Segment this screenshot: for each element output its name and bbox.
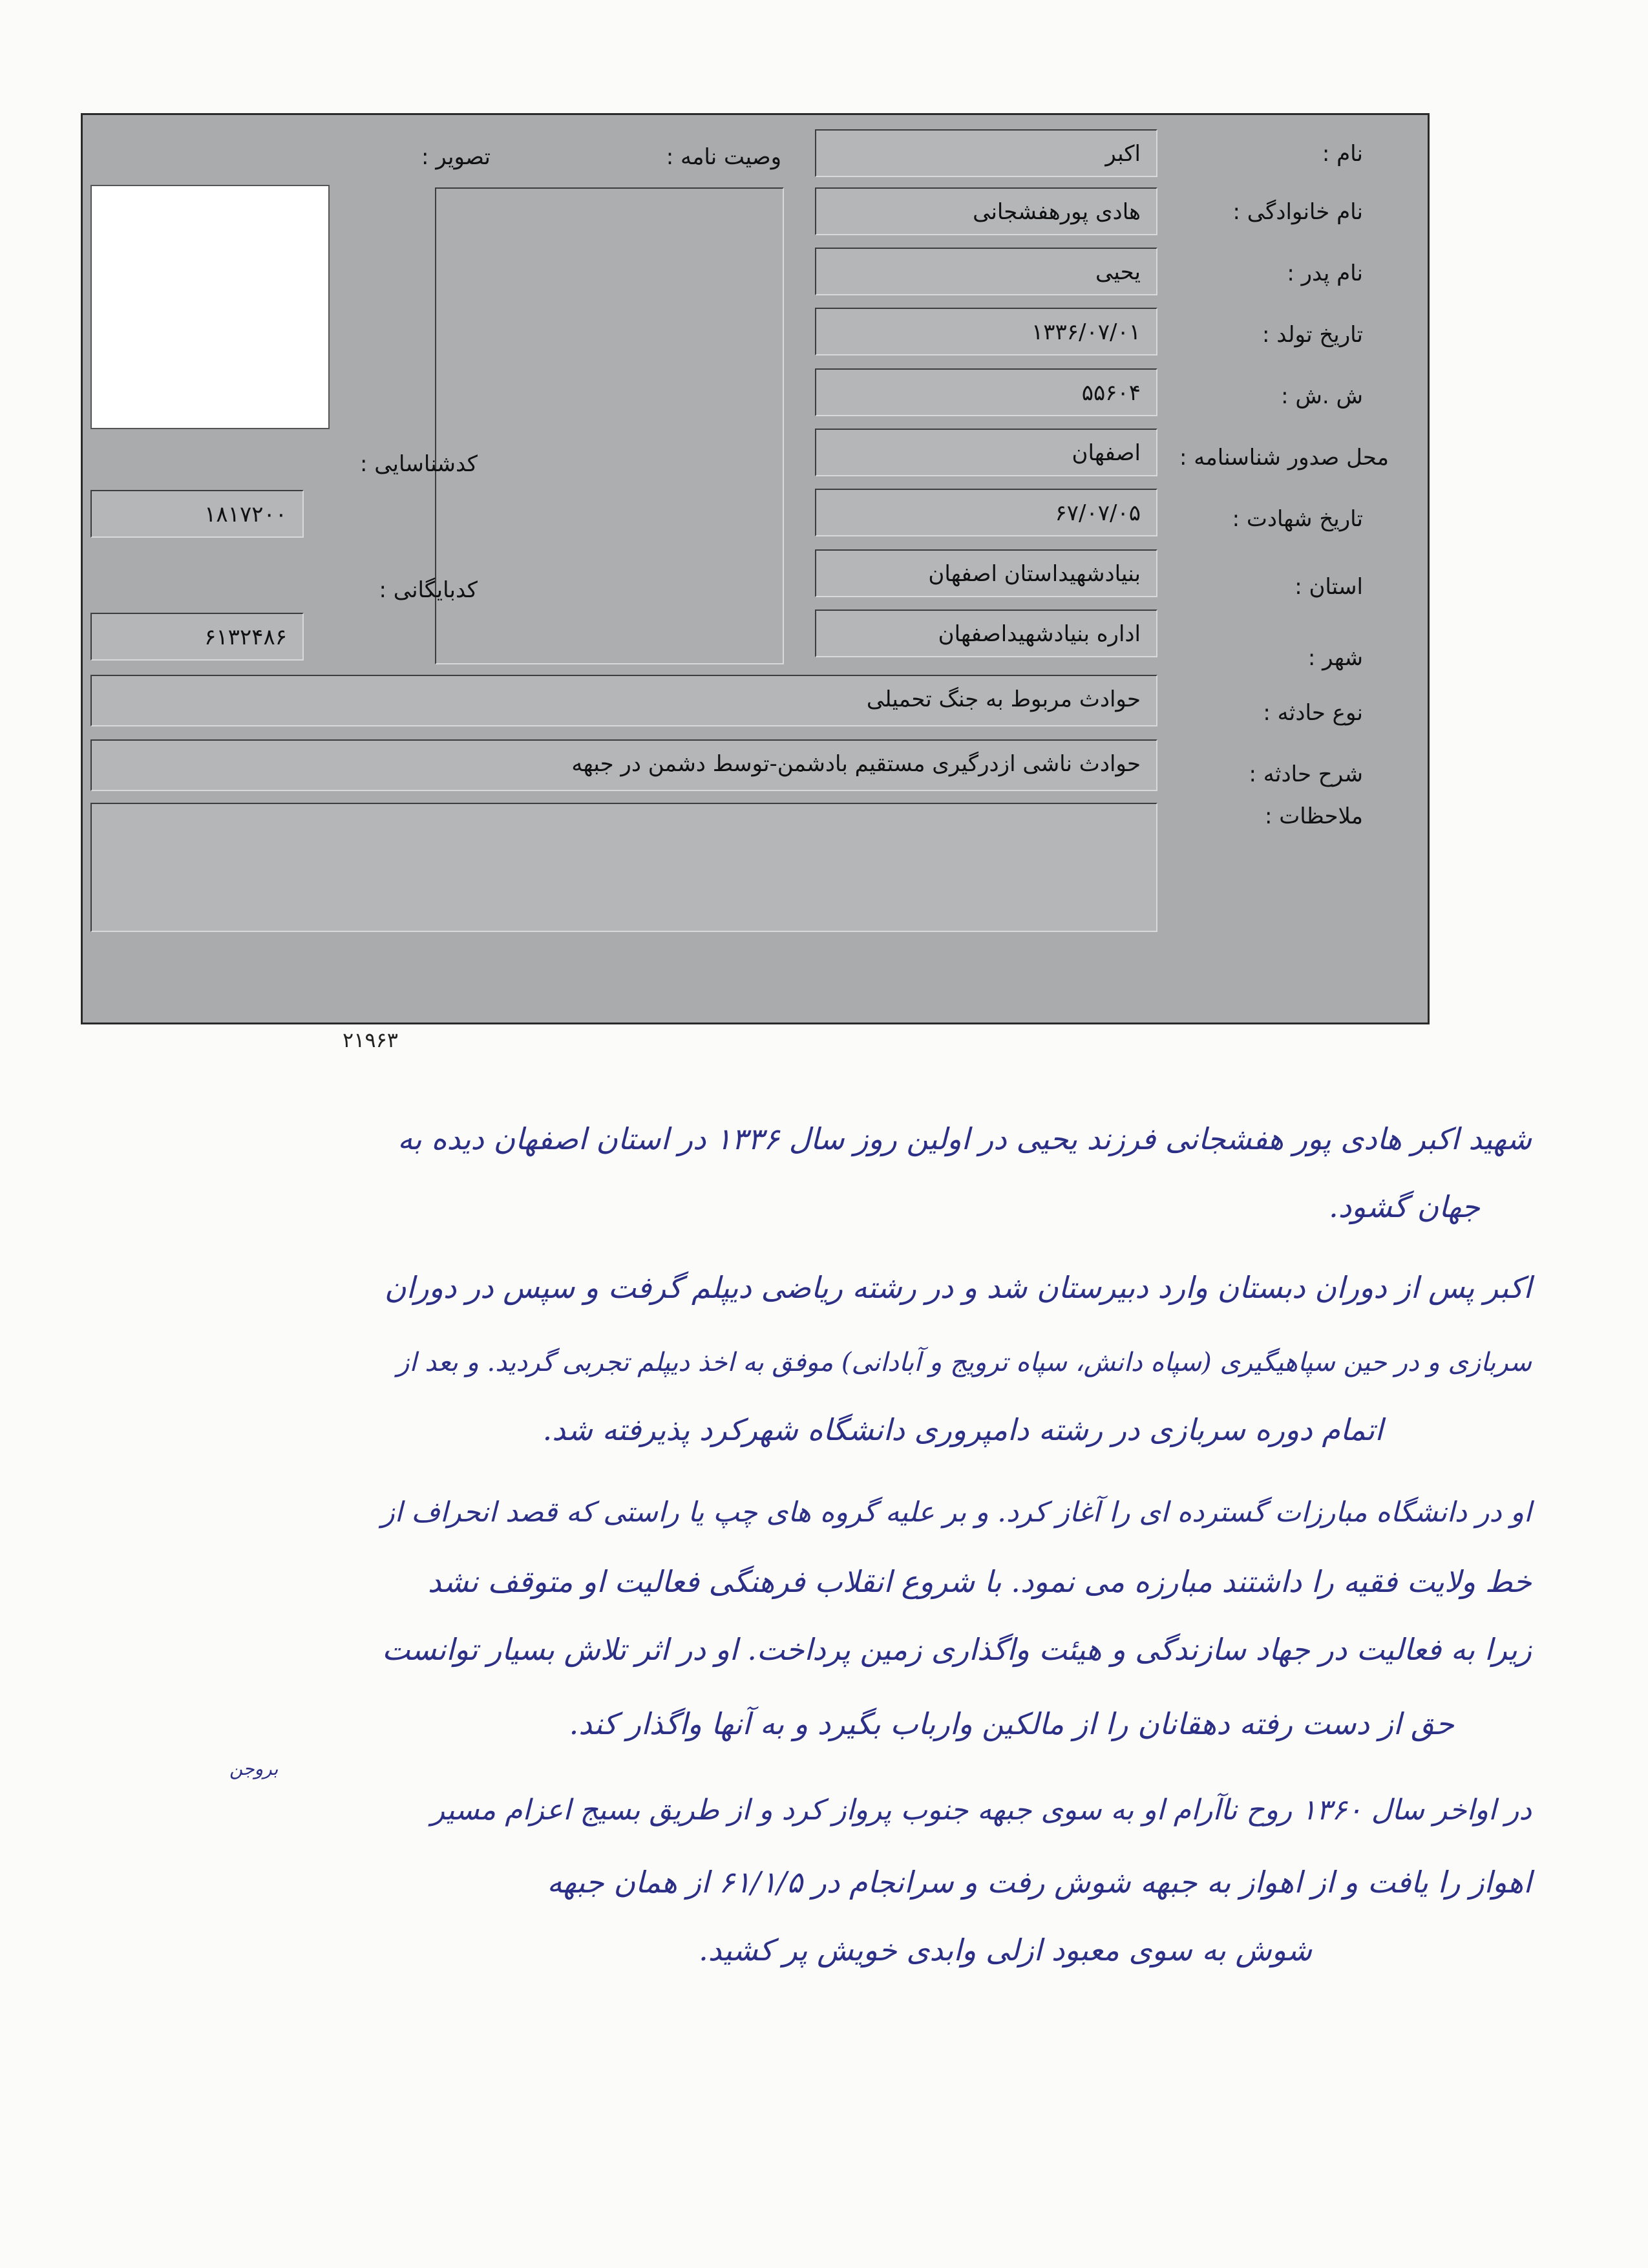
name-value: اکبر [815,129,1157,177]
city-label: شهر : [1307,645,1363,671]
martyrdom-date-label: تاریخ شهادت : [1232,506,1363,532]
city-value: اداره بنیادشهیداصفهان [815,609,1157,657]
father-label: نام پدر : [1287,260,1363,286]
hw-line-5: اتمام دوره سربازی در رشته دامپروری دانشگاه شهرکرد پذیرفته شد. [542,1412,1383,1447]
document-number: ۲۱۹۶۳ [343,1028,398,1052]
martyr-form-panel [81,113,1430,1024]
archive-code-label: کدبایگانی : [379,577,478,603]
province-label: استان : [1294,574,1363,600]
handwritten-biography [58,1086,1532,2055]
incident-type-value: حوادث مربوط به جنگ تحمیلی [90,675,1157,726]
issue-place-label: محل صدور شناسنامه : [1179,445,1389,471]
archive-code-value: ۶۱۳۲۴۸۶ [90,613,304,661]
family-label: نام خانوادگی : [1232,199,1363,225]
father-value: یحیی [815,248,1157,295]
national-code-value: ۱۸۱۷۲۰۰ [90,490,304,538]
incident-desc-value: حوادث ناشی ازدرگیری مستقیم بادشمن-توسط دشمن در جبهه [90,739,1157,791]
martyrdom-date-value: ۶۷/۰۷/۰۵ [815,489,1157,536]
hw-line-9: حق از دست رفته دهقانان را از مالکین وارباب بگیرد و به آنها واگذار کند. [569,1706,1454,1741]
issue-place-value: اصفهان [815,429,1157,476]
remarks-label: ملاحظات : [1264,803,1363,829]
hw-line-1: شهید اکبر هادی پور هفشجانی فرزند یحیی در اولین روز سال ۱۳۳۶ در استان اصفهان دیده به [397,1121,1532,1156]
hw-line-8: زیرا به فعالیت در جهاد سازندگی و هیئت واگذاری زمین پرداخت. او در اثر تلاش بسیار توانست [382,1632,1532,1667]
will-box [435,187,784,664]
photo-placeholder [90,185,330,429]
remarks-value [90,803,1157,932]
hw-line-12: شوش به سوی معبود ازلی وابدی خویش پر کشید. [699,1933,1312,1967]
birth-date-value: ۱۳۳۶/۰۷/۰۱ [815,308,1157,355]
national-code-label: کدشناسایی : [359,451,478,477]
incident-type-label: نوع حادثه : [1263,700,1363,726]
hw-line-7: خط ولایت فقیه را داشتند مبارزه می نمود. با شروع انقلاب فرهنگی فعالیت او متوقف نشد [427,1564,1532,1599]
hw-line-10: در اواخر سال ۱۳۶۰ روح ناآرام او به سوی جبهه جنوب پرواز کرد و از طریق بسیج اعزام مسیر [430,1794,1532,1827]
incident-desc-label: شرح حادثه : [1249,761,1363,787]
hw-line-11: اهواز را یافت و از اهواز به جبهه شوش رفت و سرانجام در ۶۱/۱/۵ از همان جبهه [547,1865,1532,1900]
id-number-label: ش .ش : [1281,383,1363,409]
will-label: وصیت نامه : [666,144,781,170]
birth-date-label: تاریخ تولد : [1262,322,1363,348]
province-value: بنیادشهیداستان اصفهان [815,549,1157,597]
hw-margin-note: بروجن [229,1758,279,1779]
family-value: هادی پورهفشجانی [815,187,1157,235]
hw-line-3: اکبر پس از دوران دبستان وارد دبیرستان شد و در رشته ریاضی دیپلم گرفت و سپس در دوران [384,1270,1532,1305]
id-number-value: ۵۵۶۰۴ [815,368,1157,416]
photo-label: تصویر : [421,144,491,170]
hw-line-2: جهان گشود. [1329,1189,1480,1224]
name-label: نام : [1322,141,1363,167]
hw-line-6: او در دانشگاه مبارزات گسترده ای را آغاز کرد. و بر علیه گروه های چپ یا راستی که قصد انحراف از [381,1496,1532,1529]
hw-line-4: سربازی و در حین سپاهیگیری (سپاه دانش، سپاه ترویج و آبادانی) موفق به اخذ دیپلم تجربی گردید. و بعد از [397,1348,1532,1377]
